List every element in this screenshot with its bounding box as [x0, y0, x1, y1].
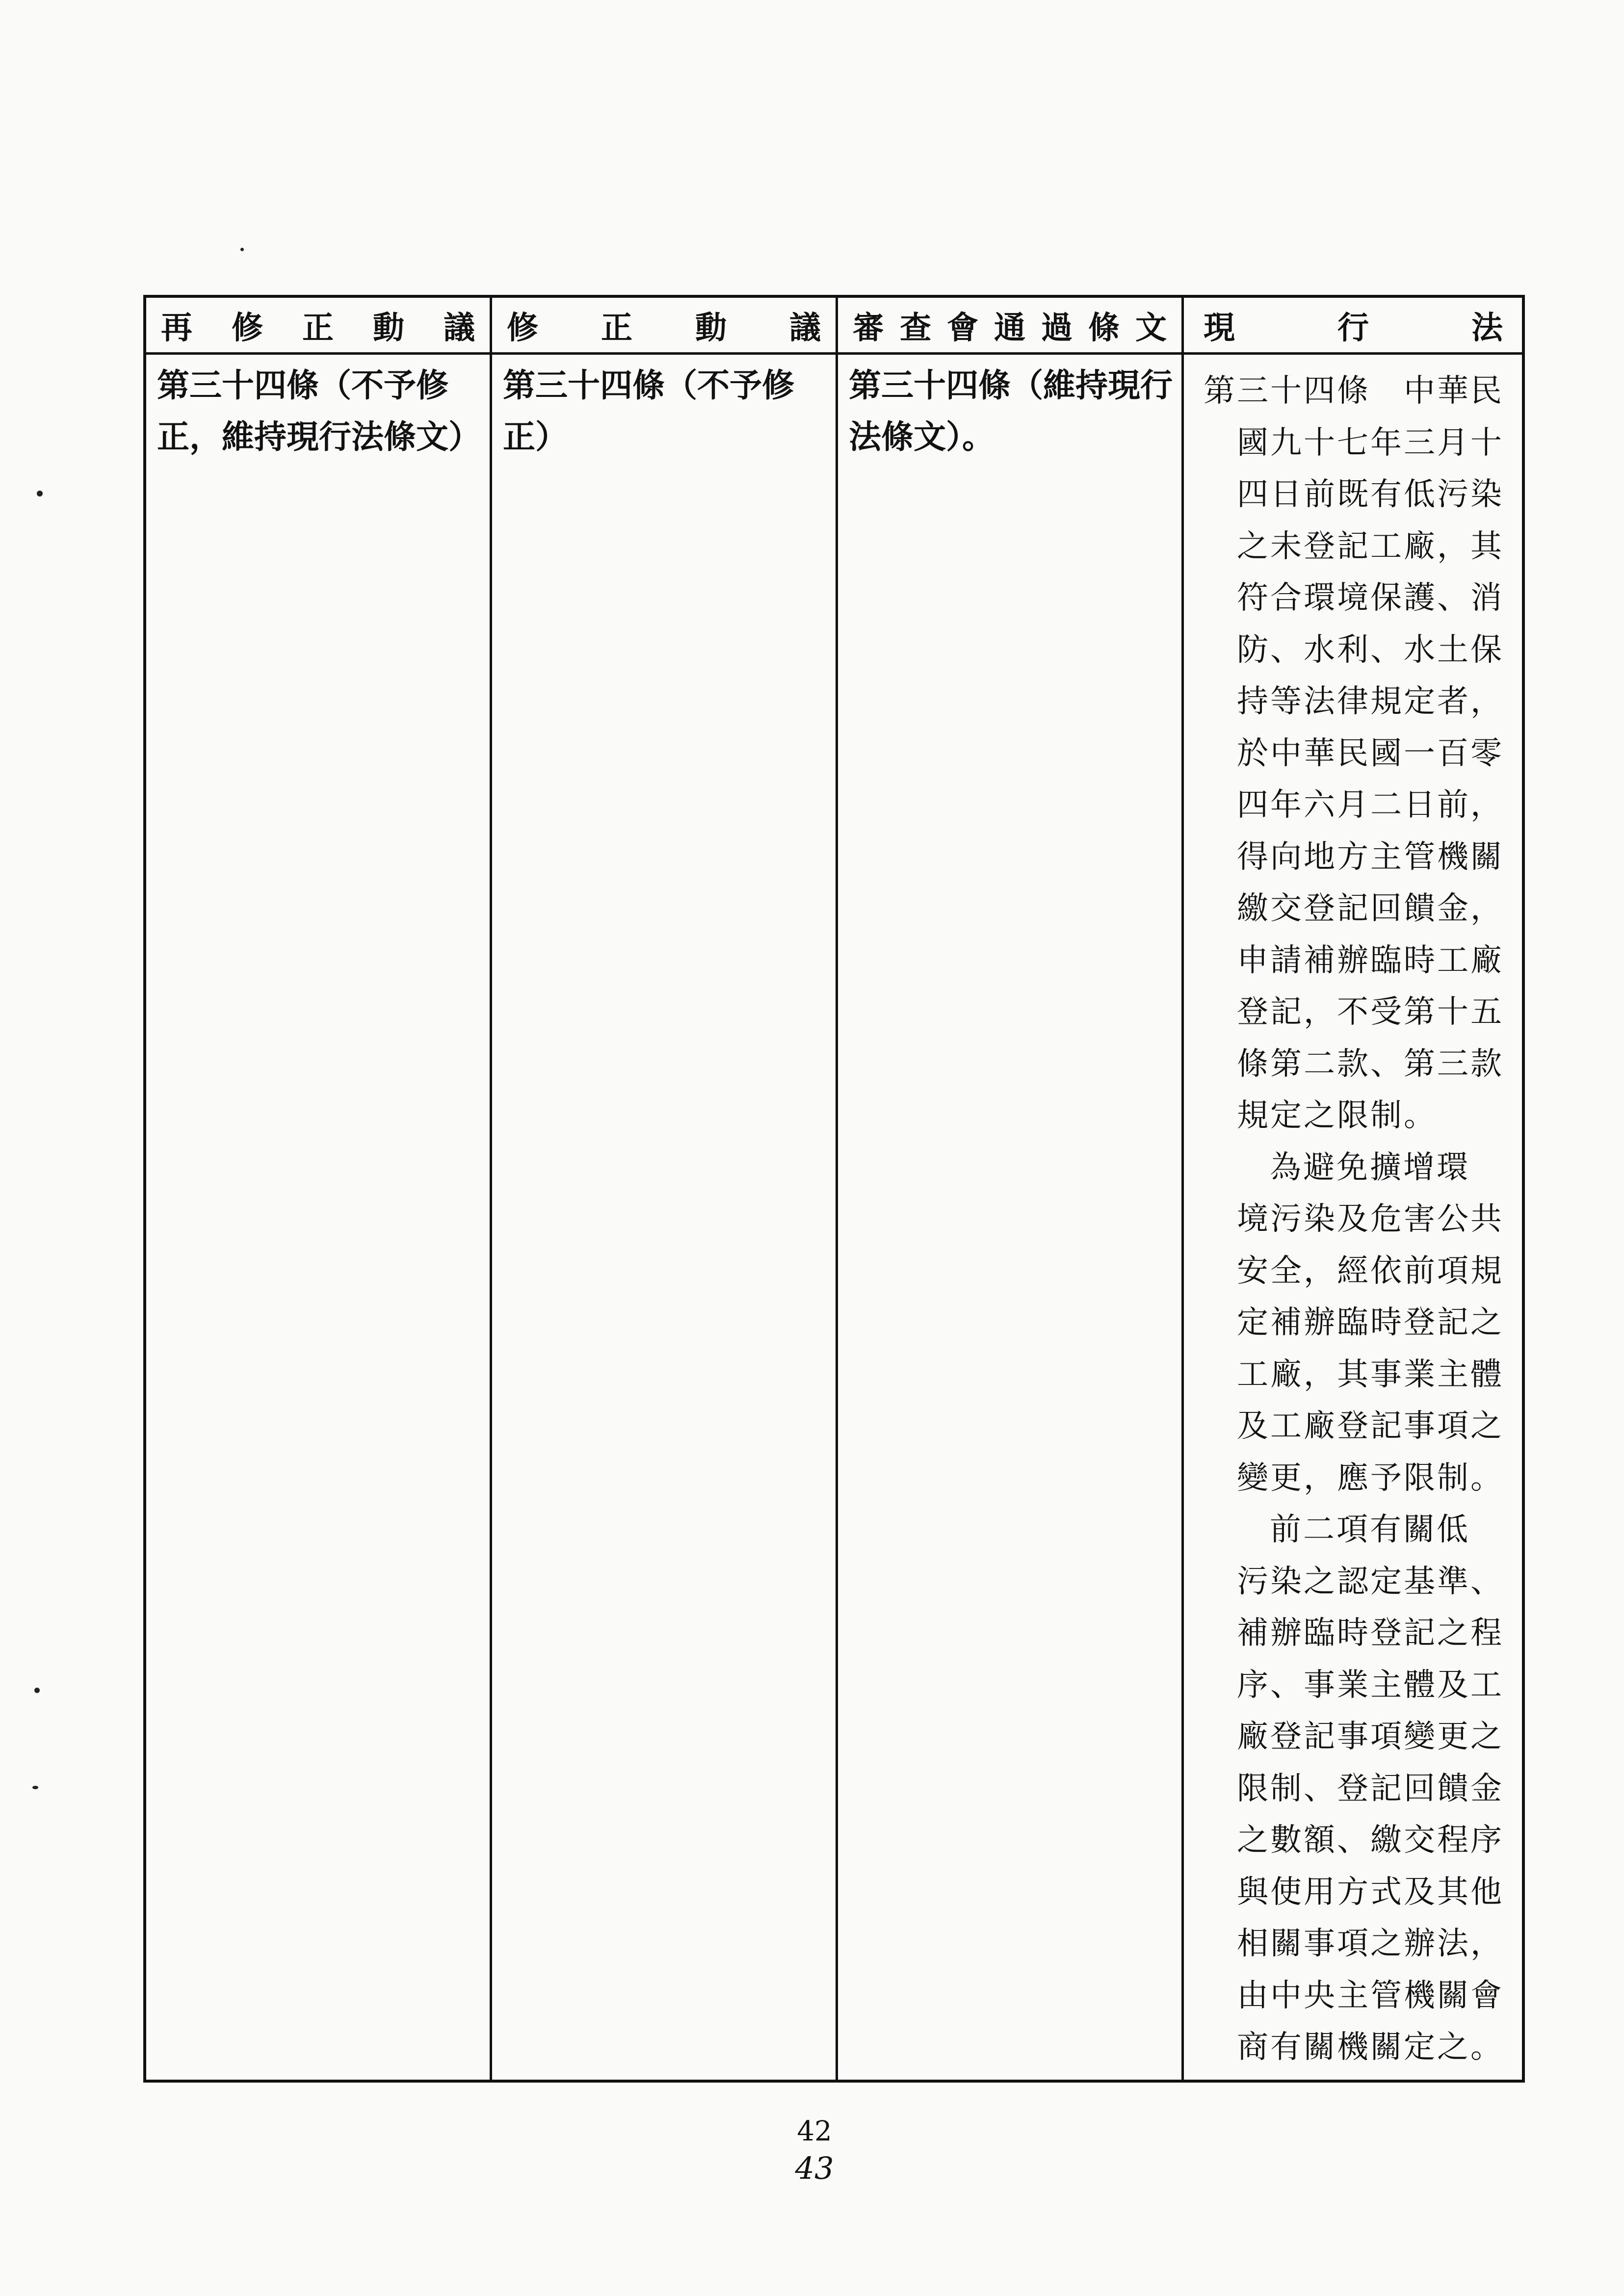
- law-line: 申請補辦臨時工廠: [1237, 942, 1504, 979]
- table-header-row: [146, 298, 1522, 355]
- law-line: 四年六月二日前，: [1237, 787, 1504, 823]
- header-char: 動: [373, 309, 404, 346]
- cell-text: 第三十四條（維持現行法條文）。: [849, 366, 1173, 456]
- law-line: 境污染及危害公共: [1237, 1201, 1504, 1237]
- page-number: 42: [797, 2115, 832, 2147]
- header-char: 過: [1041, 309, 1073, 346]
- law-line: 定補辦臨時登記之: [1237, 1305, 1504, 1341]
- law-line: 規定之限制。: [1237, 1097, 1437, 1134]
- law-line: 前二項有關低: [1270, 1512, 1470, 1548]
- comparison-table: [143, 295, 1525, 2083]
- law-line: 之數額、繳交程序: [1237, 1822, 1504, 1858]
- header-cell-amendment: [492, 298, 836, 352]
- cell-text: 第三十四條（不予修正）: [503, 366, 794, 456]
- law-line: 限制、登記回饋金: [1237, 1770, 1504, 1807]
- law-line: 污染之認定基準、: [1237, 1563, 1504, 1600]
- law-line: 持等法律規定者，: [1237, 683, 1504, 720]
- law-line: 工廠，其事業主體: [1237, 1356, 1504, 1393]
- header-char: 議: [789, 309, 821, 346]
- scan-speck: [32, 1786, 38, 1789]
- law-line: 條第二款、第三款: [1237, 1045, 1504, 1082]
- law-line: 由中央主管機關會: [1237, 1977, 1504, 2014]
- law-line: 登記，不受第十五: [1237, 994, 1504, 1030]
- law-line: 符合環境保護、消: [1237, 580, 1504, 616]
- law-line: 及工廠登記事項之: [1237, 1408, 1504, 1444]
- cell-further-amendment: [146, 355, 490, 2080]
- scan-speck: [34, 1688, 40, 1693]
- header-char: 修: [507, 309, 538, 346]
- law-line: 與使用方式及其他: [1237, 1874, 1504, 1910]
- law-line: 防、水利、水土保: [1237, 631, 1504, 668]
- law-line: 補辦臨時登記之程: [1237, 1615, 1504, 1651]
- scan-speck: [240, 248, 244, 251]
- header-char: 法: [1471, 309, 1503, 346]
- header-cell-current-law: [1184, 298, 1522, 352]
- law-line: 相關事項之辦法，: [1237, 1926, 1504, 1962]
- law-line: 廠登記事項變更之: [1237, 1719, 1504, 1755]
- law-line: 為避免擴增環: [1270, 1149, 1470, 1186]
- header-char: 議: [444, 309, 475, 346]
- law-line: 第三十四條 中華民: [1204, 373, 1504, 409]
- header-char: 審: [853, 309, 884, 346]
- header-cell-further-amendment: [146, 298, 490, 352]
- header-char: 動: [695, 309, 727, 346]
- law-line: 於中華民國一百零: [1237, 735, 1504, 772]
- header-char: 條: [1088, 309, 1120, 346]
- header-char: 通: [994, 309, 1025, 346]
- scan-speck: [37, 491, 43, 496]
- header-char: 會: [947, 309, 978, 346]
- header-char: 行: [1337, 309, 1369, 346]
- law-line: 序、事業主體及工: [1237, 1667, 1504, 1703]
- header-char: 再: [161, 309, 192, 346]
- law-line: 國九十七年三月十: [1237, 424, 1504, 461]
- cell-committee-text: [838, 355, 1181, 2080]
- current-law-text: [1204, 365, 1504, 2074]
- law-line: 商有關機關定之。: [1237, 2029, 1504, 2065]
- header-char: 正: [302, 309, 334, 346]
- law-line: 變更，應予限制。: [1237, 1460, 1504, 1496]
- handwritten-page-number: 43: [795, 2150, 834, 2186]
- header-char: 查: [900, 309, 931, 346]
- cell-text: 第三十四條（不予修正，維持現行法條文）: [157, 366, 481, 456]
- header-cell-committee-text: [838, 298, 1181, 352]
- law-line: 安全，經依前項規: [1237, 1252, 1504, 1289]
- law-line: 繳交登記回饋金，: [1237, 890, 1504, 927]
- cell-current-law: [1184, 355, 1525, 2080]
- header-char: 現: [1204, 309, 1235, 346]
- header-char: 修: [232, 309, 263, 346]
- law-line: 四日前既有低污染: [1237, 476, 1504, 513]
- law-line: 得向地方主管機關: [1237, 838, 1504, 875]
- law-line: 之未登記工廠，其: [1237, 528, 1504, 565]
- cell-amendment: [492, 355, 836, 2080]
- header-char: 文: [1135, 309, 1167, 346]
- header-char: 正: [601, 309, 632, 346]
